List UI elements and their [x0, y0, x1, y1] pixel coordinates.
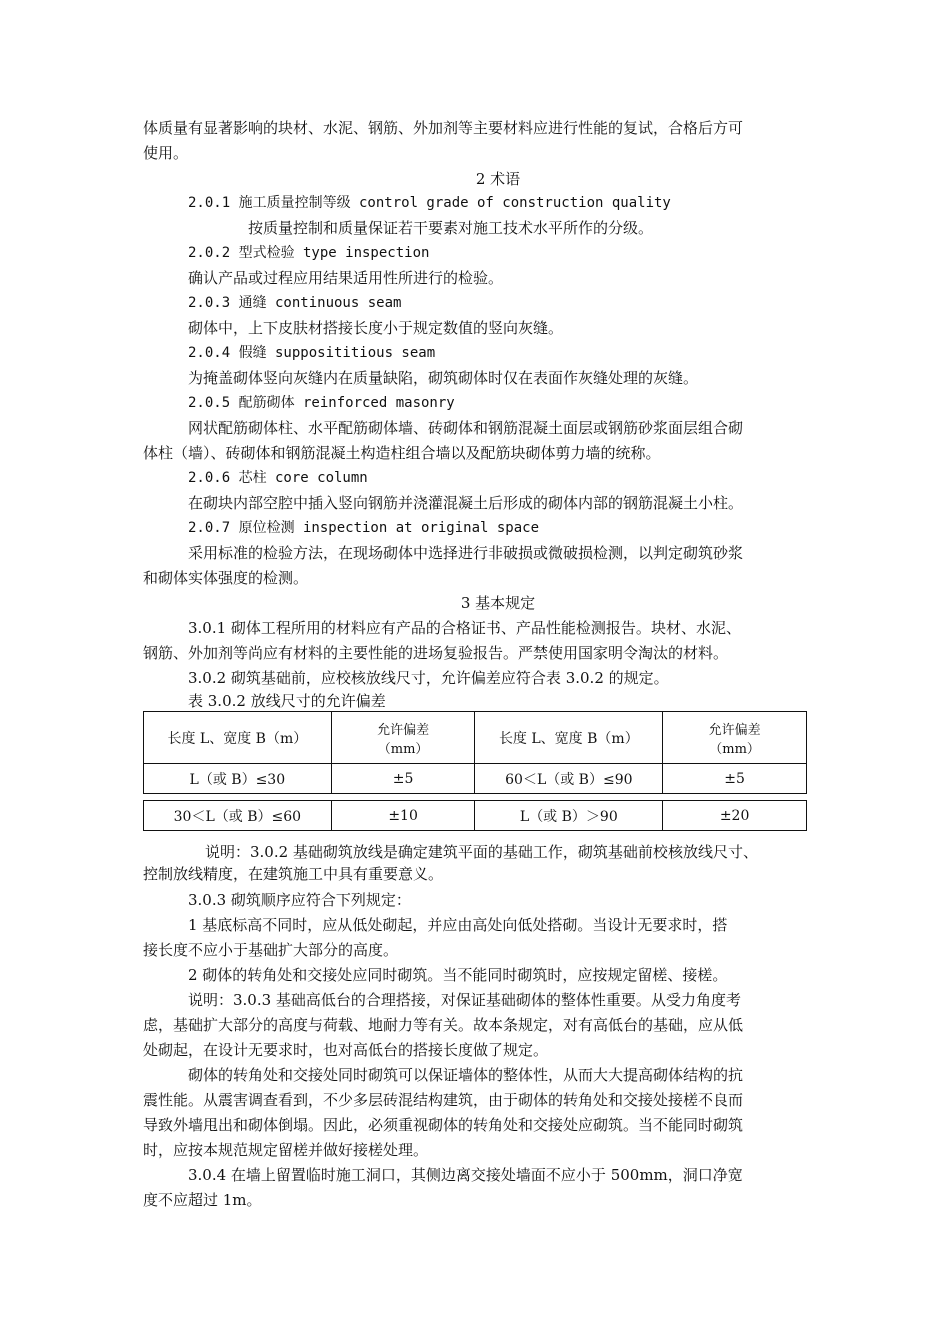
table-cell: 60＜L（或 B）≤90: [475, 764, 663, 794]
tolerance-table: [143, 711, 807, 831]
note-3-0-2-cont: 控制放线精度，在建筑施工中具有重要意义。: [143, 865, 444, 883]
clause-3-0-4: 3.0.4 在墙上留置临时施工洞口，其侧边离交接处墙面不应小于 500mm，洞口净宽: [188, 1166, 743, 1184]
section-heading-terms: 2 术语: [475, 170, 521, 188]
clause-3-0-2: 3.0.2 砌筑基础前，应校核放线尺寸，允许偏差应符合表 3.0.2 的规定。: [188, 669, 669, 687]
table-cell: ±5: [331, 764, 475, 794]
table-cell: L（或 B）≤30: [144, 764, 332, 794]
table-cell: L（或 B）＞90: [475, 801, 663, 831]
clause-3-0-3-item-2: 2 砌体的转角处和交接处应同时砌筑。当不能同时砌筑时，应按规定留槎、接槎。: [188, 966, 728, 984]
header-tolerance-unit: （mm）: [377, 741, 429, 757]
table-header-row: [144, 712, 807, 764]
term-2-0-1: 2.0.1 施工质量控制等级 control grade of construction quality: [188, 195, 671, 211]
table-cell: ±10: [331, 801, 475, 831]
section-heading-basic-rules: 3 基本规定: [460, 594, 536, 612]
clause-3-0-1-cont: 钢筋、外加剂等尚应有材料的主要性能的进场复验报告。严禁使用国家明令淘汰的材料。: [143, 644, 729, 662]
term-2-0-7: 2.0.7 原位检测 inspection at original space: [188, 520, 540, 536]
term-definition: 确认产品或过程应用结果适用性所进行的检验。: [188, 269, 504, 287]
header-tolerance: [663, 712, 807, 764]
note-3-0-3-cont: 导致外墙甩出和砌体倒塌。因此，必须重视砌体的转角处和交接处应砌筑。当不能同时砌筑: [143, 1116, 744, 1134]
table-spacer: [144, 794, 807, 801]
term-definition: 为掩盖砌体竖向灰缝内在质量缺陷，砌筑砌体时仅在表面作灰缝处理的灰缝。: [188, 369, 699, 387]
header-length-width: 长度 L、宽度 B（m）: [144, 712, 332, 764]
term-definition: 按质量控制和质量保证若干要素对施工技术水平所作的分级。: [248, 219, 654, 237]
note-3-0-3-cont: 处砌起，在设计无要求时，也对高低台的搭接长度做了规定。: [143, 1041, 549, 1059]
term-2-0-4: 2.0.4 假缝 supposititious seam: [188, 345, 436, 361]
clause-3-0-3: 3.0.3 砌筑顺序应符合下列规定：: [188, 891, 411, 909]
header-tolerance-label: 允许偏差: [377, 722, 430, 738]
term-definition: 砌体中，上下皮肤材搭接长度小于规定数值的竖向灰缝。: [188, 319, 564, 337]
term-2-0-6: 2.0.6 芯柱 core column: [188, 470, 368, 486]
table-cell: 30＜L（或 B）≤60: [144, 801, 332, 831]
body-line: 使用。: [143, 144, 189, 162]
term-definition: 体柱（墙）、砖砌体和钢筋混凝土构造柱组合墙以及配筋块砌体剪力墙的统称。: [143, 444, 661, 462]
term-2-0-2: 2.0.2 型式检验 type inspection: [188, 245, 430, 261]
table-caption: 表 3.0.2 放线尺寸的允许偏差: [188, 692, 386, 710]
note-3-0-3-cont: 时，应按本规范规定留槎并做好接槎处理。: [143, 1141, 429, 1159]
header-tolerance: [331, 712, 475, 764]
term-definition: 采用标准的检验方法，在现场砌体中选择进行非破损或微破损检测，以判定砌筑砂浆: [188, 544, 744, 562]
clause-3-0-4-cont: 度不应超过 1m。: [143, 1191, 262, 1209]
clause-3-0-1: 3.0.1 砌体工程所用的材料应有产品的合格证书、产品性能检测报告。块材、水泥、: [188, 619, 741, 637]
table-row: [144, 801, 807, 831]
table-row: [144, 764, 807, 794]
term-definition: 网状配筋砌体柱、水平配筋砌体墙、砖砌体和钢筋混凝土面层或钢筋砂浆面层组合砌: [188, 419, 744, 437]
note-3-0-3-cont: 震性能。从震害调查看到，不少多层砖混结构建筑，由于砌体的转角处和交接处接槎不良而: [143, 1091, 744, 1109]
term-2-0-5: 2.0.5 配筋砌体 reinforced masonry: [188, 395, 455, 411]
body-line: 体质量有显著影响的块材、水泥、钢筋、外加剂等主要材料应进行性能的复试，合格后方可: [143, 119, 744, 137]
clause-3-0-3-item-1: 1 基底标高不同时，应从低处砌起，并应由高处向低处搭砌。当设计无要求时，搭: [188, 916, 728, 934]
term-definition: 在砌块内部空腔中插入竖向钢筋并浇灌混凝土后形成的砌体内部的钢筋混凝土小柱。: [188, 494, 744, 512]
note-3-0-3: 说明：3.0.3 基础高低台的合理搭接，对保证基础砌体的整体性重要。从受力角度考: [188, 991, 741, 1009]
note-3-0-3-cont: 虑，基础扩大部分的高度与荷载、地耐力等有关。故本条规定，对有高低台的基础，应从低: [143, 1016, 744, 1034]
header-tolerance-label: 允许偏差: [708, 722, 761, 738]
term-definition: 和砌体实体强度的检测。: [143, 569, 309, 587]
note-3-0-3-para: 砌体的转角处和交接处同时砌筑可以保证墙体的整体性，从而大大提高砌体结构的抗: [188, 1066, 744, 1084]
header-tolerance-unit: （mm）: [709, 741, 760, 757]
note-3-0-2: 说明：3.0.2 基础砌筑放线是确定建筑平面的基础工作，砌筑基础前校核放线尺寸、: [205, 843, 758, 861]
term-2-0-3: 2.0.3 通缝 continuous seam: [188, 295, 402, 311]
table-cell: ±5: [663, 764, 807, 794]
table-cell: ±20: [663, 801, 807, 831]
header-length-width: 长度 L、宽度 B（m）: [475, 712, 663, 764]
clause-3-0-3-item-1-cont: 接长度不应小于基础扩大部分的高度。: [143, 941, 399, 959]
